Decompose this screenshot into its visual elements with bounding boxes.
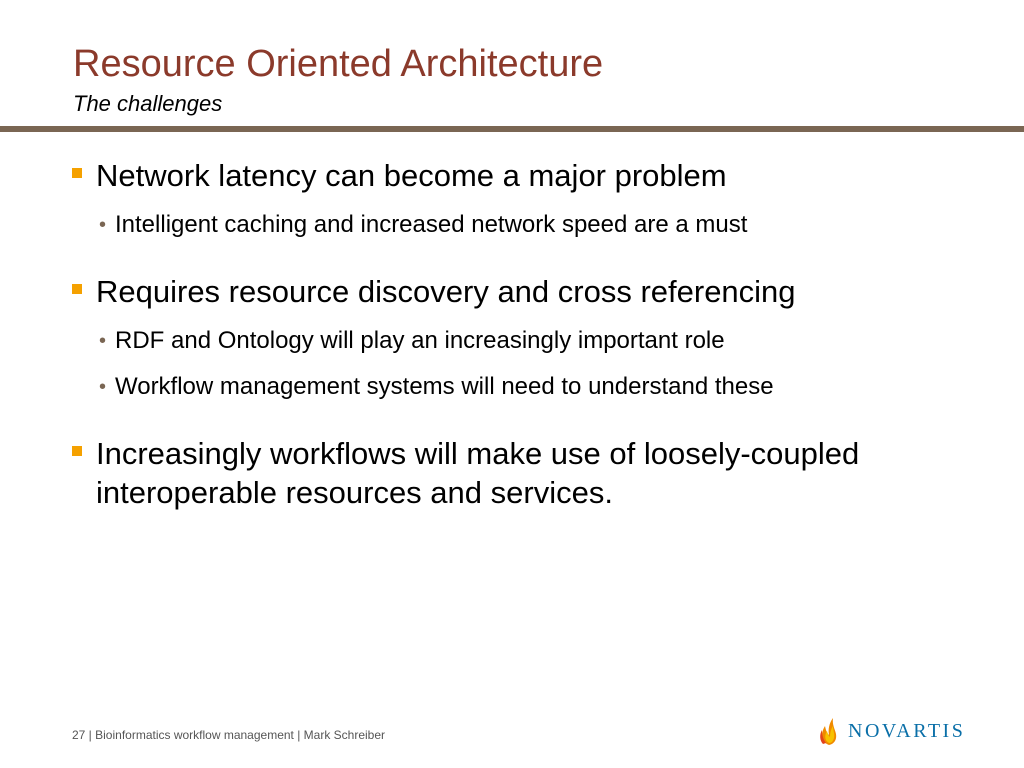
square-bullet-icon	[72, 168, 82, 178]
dot-bullet-icon: •	[99, 330, 107, 352]
dot-bullet-icon: •	[99, 214, 107, 236]
novartis-flame-icon	[818, 716, 840, 746]
bullet-item: Requires resource discovery and cross referencing	[96, 274, 796, 309]
slide-footer: 27 | Bioinformatics workflow management | Mark Schreiber	[72, 728, 386, 742]
slide-subtitle: The challenges	[73, 91, 223, 116]
novartis-logo	[818, 714, 965, 748]
dot-bullet-icon: •	[99, 376, 107, 398]
logo-wordmark: NOVARTIS	[848, 719, 966, 742]
slide-title: Resource Oriented Architecture	[73, 43, 604, 85]
sub-bullet-item: Workflow management systems will need to understand these	[115, 373, 774, 400]
square-bullet-icon	[72, 284, 82, 294]
title-divider	[0, 126, 1024, 132]
sub-bullet-item: RDF and Ontology will play an increasingly important role	[115, 327, 725, 354]
square-bullet-icon	[72, 446, 82, 456]
bullet-item: Network latency can become a major problem	[96, 158, 727, 193]
bullet-item: Increasingly workflows will make use of loosely-coupled interoperable resources and services.	[96, 436, 860, 510]
sub-bullet-item: Intelligent caching and increased network speed are a must	[115, 211, 748, 238]
